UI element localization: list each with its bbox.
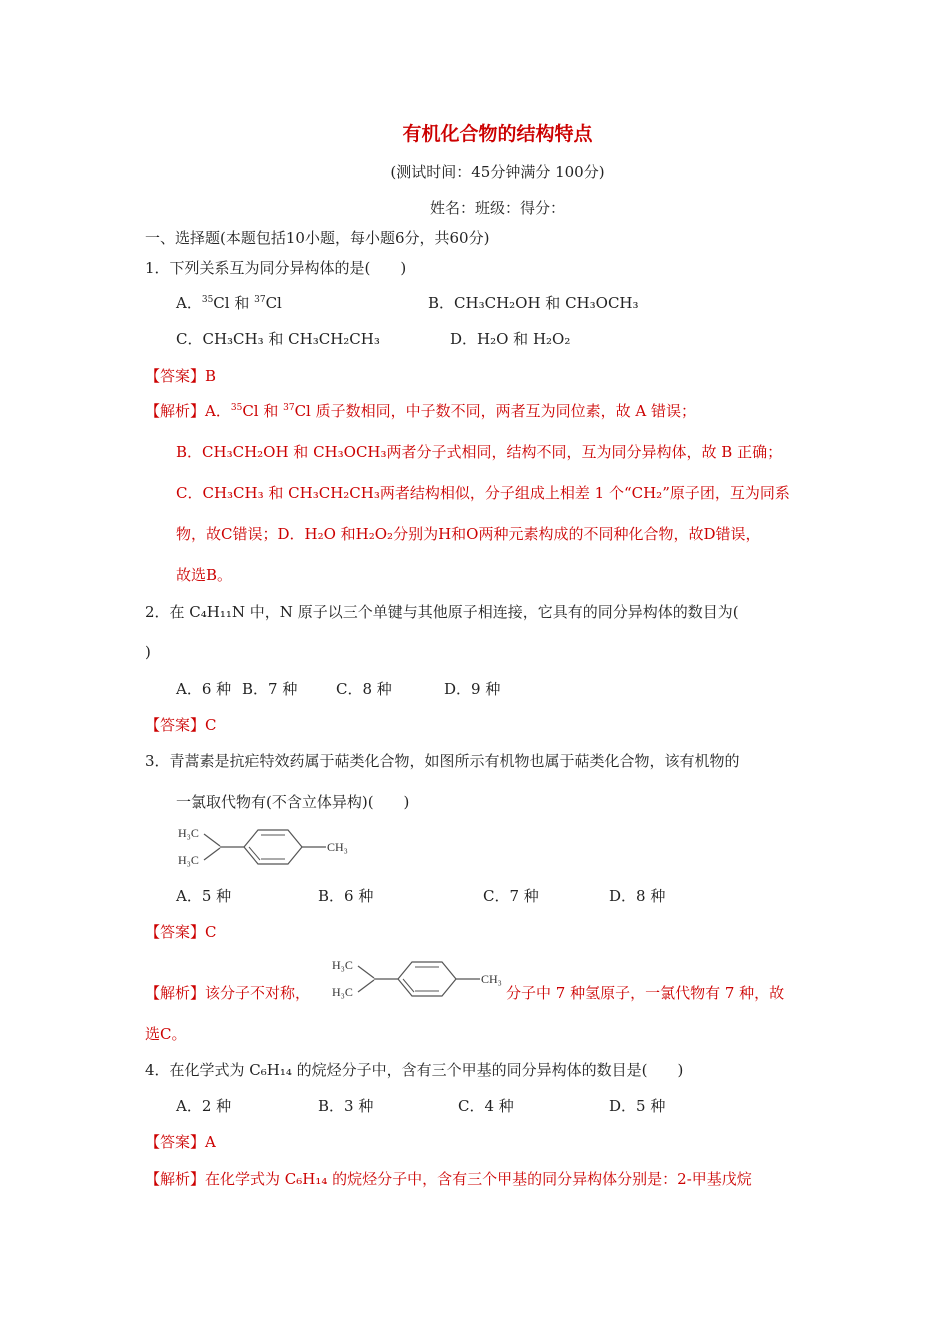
- q2-stem-line-1: 2．在 C₄H₁₁N 中，N 原子以三个单键与其他原子相连接，它具有的同分异构体的数目为(: [145, 603, 739, 621]
- answer-value: A: [205, 1133, 216, 1151]
- answer-label: 【答案】: [145, 923, 206, 941]
- section-heading: 一、选择题(本题包括10小题，每小题6分，共60分): [145, 229, 490, 247]
- molecule-label-ch3: CH₃: [327, 840, 348, 854]
- q1-option-d: D．H₂O 和 H₂O₂: [450, 330, 571, 348]
- q4-explanation-line-1: [145, 1169, 752, 1189]
- answer-value: C: [205, 923, 217, 941]
- q1-opt-a-prefix: A．: [176, 294, 202, 312]
- q2-answer: [145, 715, 217, 735]
- q4-stem: 4．在化学式为 C₆H₁₄ 的烷烃分子中，含有三个甲基的同分异构体的数目是( ): [145, 1061, 684, 1079]
- q3-option-c: C．7 种: [483, 887, 539, 905]
- student-info-line: 姓名：班级：得分：: [429, 199, 565, 217]
- q1-explanation-line-2: B．CH₃CH₂OH 和 CH₃OCH₃两者分子式相同，结构不同，互为同分异构体，故 B 正确；: [176, 443, 783, 461]
- q3-option-a: A．5 种: [176, 887, 232, 905]
- mass-number: 35: [230, 403, 243, 413]
- q1-answer: [145, 366, 216, 386]
- q2-option-a: A．6 种: [176, 680, 232, 698]
- q3-explanation-line-1a: [145, 983, 310, 1003]
- exp-prefix: A．: [205, 402, 231, 420]
- q1-option-b: B．CH₃CH₂OH 和 CH₃OCH₃: [428, 294, 639, 312]
- q4-option-d: D．5 种: [609, 1097, 666, 1115]
- q1-explanation-line-4: 物，故C错误；D．H₂O 和H₂O₂分别为H和O两种元素构成的不同种化合物，故D错误，: [176, 525, 761, 543]
- exp-text: 该分子不对称，: [205, 984, 311, 1002]
- q2-option-d: D．9 种: [444, 680, 501, 698]
- q1-option-a: [176, 293, 282, 313]
- mass-number: 37: [254, 295, 266, 305]
- answer-label: 【答案】: [145, 367, 206, 385]
- q4-option-c: C．4 种: [458, 1097, 514, 1115]
- exp-text: 在化学式为 C₆H₁₄ 的烷烃分子中，含有三个甲基的同分异构体分别是：2-甲基戊烷: [205, 1170, 752, 1188]
- q2-stem-line-2: ): [145, 643, 151, 661]
- exp-text: Cl 质子数相同，中子数不同，两者互为同位素，故 A 错误；: [294, 402, 696, 420]
- answer-label: 【答案】: [145, 716, 206, 734]
- answer-value: B: [205, 367, 217, 385]
- mass-number: 35: [201, 295, 214, 305]
- q2-option-b: B．7 种: [242, 680, 298, 698]
- q3-stem-line-2: 一氯取代物有(不含立体异构)( ): [176, 793, 410, 811]
- molecule-label-h3c-top: H₃C: [178, 826, 199, 840]
- molecule-label-h3c-bottom: H₃C: [332, 985, 353, 999]
- answer-label: 【答案】: [145, 1133, 206, 1151]
- molecule-label-h3c-top: H₃C: [332, 958, 353, 972]
- explanation-label: 【解析】: [145, 1170, 206, 1188]
- q1-option-c: C．CH₃CH₃ 和 CH₃CH₂CH₃: [176, 330, 380, 348]
- q3-stem-line-1: 3．青蒿素是抗疟特效药属于萜类化合物，如图所示有机物也属于萜类化合物，该有机物的: [145, 752, 740, 770]
- q1-explanation-line-3: C．CH₃CH₃ 和 CH₃CH₂CH₃两者结构相似，分子组成上相差 1 个“CH₂”原子团，互为同系: [176, 484, 790, 502]
- molecule-label-ch3: CH₃: [481, 972, 502, 986]
- q3-answer: [145, 922, 217, 942]
- q1-explanation-line-5: 故选B。: [176, 566, 233, 584]
- q3-option-d: D．8 种: [609, 887, 666, 905]
- q4-option-a: A．2 种: [176, 1097, 232, 1115]
- explanation-label: 【解析】: [145, 984, 206, 1002]
- q1-explanation-line-1: [145, 401, 696, 421]
- q1-stem: 1．下列关系互为同分异构体的是( ): [145, 259, 407, 277]
- q4-answer: [145, 1132, 216, 1152]
- molecule-structure-diagram-explanation: [330, 954, 510, 1004]
- molecule-label-h3c-bottom: H₃C: [178, 853, 199, 867]
- element: Cl 和: [213, 294, 255, 312]
- test-info: (测试时间：45分钟满分 100分): [390, 163, 605, 181]
- q3-option-b: B．6 种: [318, 887, 374, 905]
- q3-explanation-line-2: 选C。: [145, 1025, 187, 1043]
- page-title: 有机化合物的结构特点: [402, 123, 593, 145]
- molecule-structure-diagram: [176, 822, 356, 872]
- explanation-label: 【解析】: [145, 402, 206, 420]
- mass-number: 37: [283, 403, 295, 413]
- element: Cl: [265, 294, 282, 312]
- answer-value: C: [205, 716, 217, 734]
- q3-explanation-line-1b: 分子中 7 种氢原子，一氯代物有 7 种，故: [506, 984, 785, 1002]
- q4-option-b: B．3 种: [318, 1097, 374, 1115]
- q2-option-c: C．8 种: [336, 680, 392, 698]
- element: Cl 和: [242, 402, 284, 420]
